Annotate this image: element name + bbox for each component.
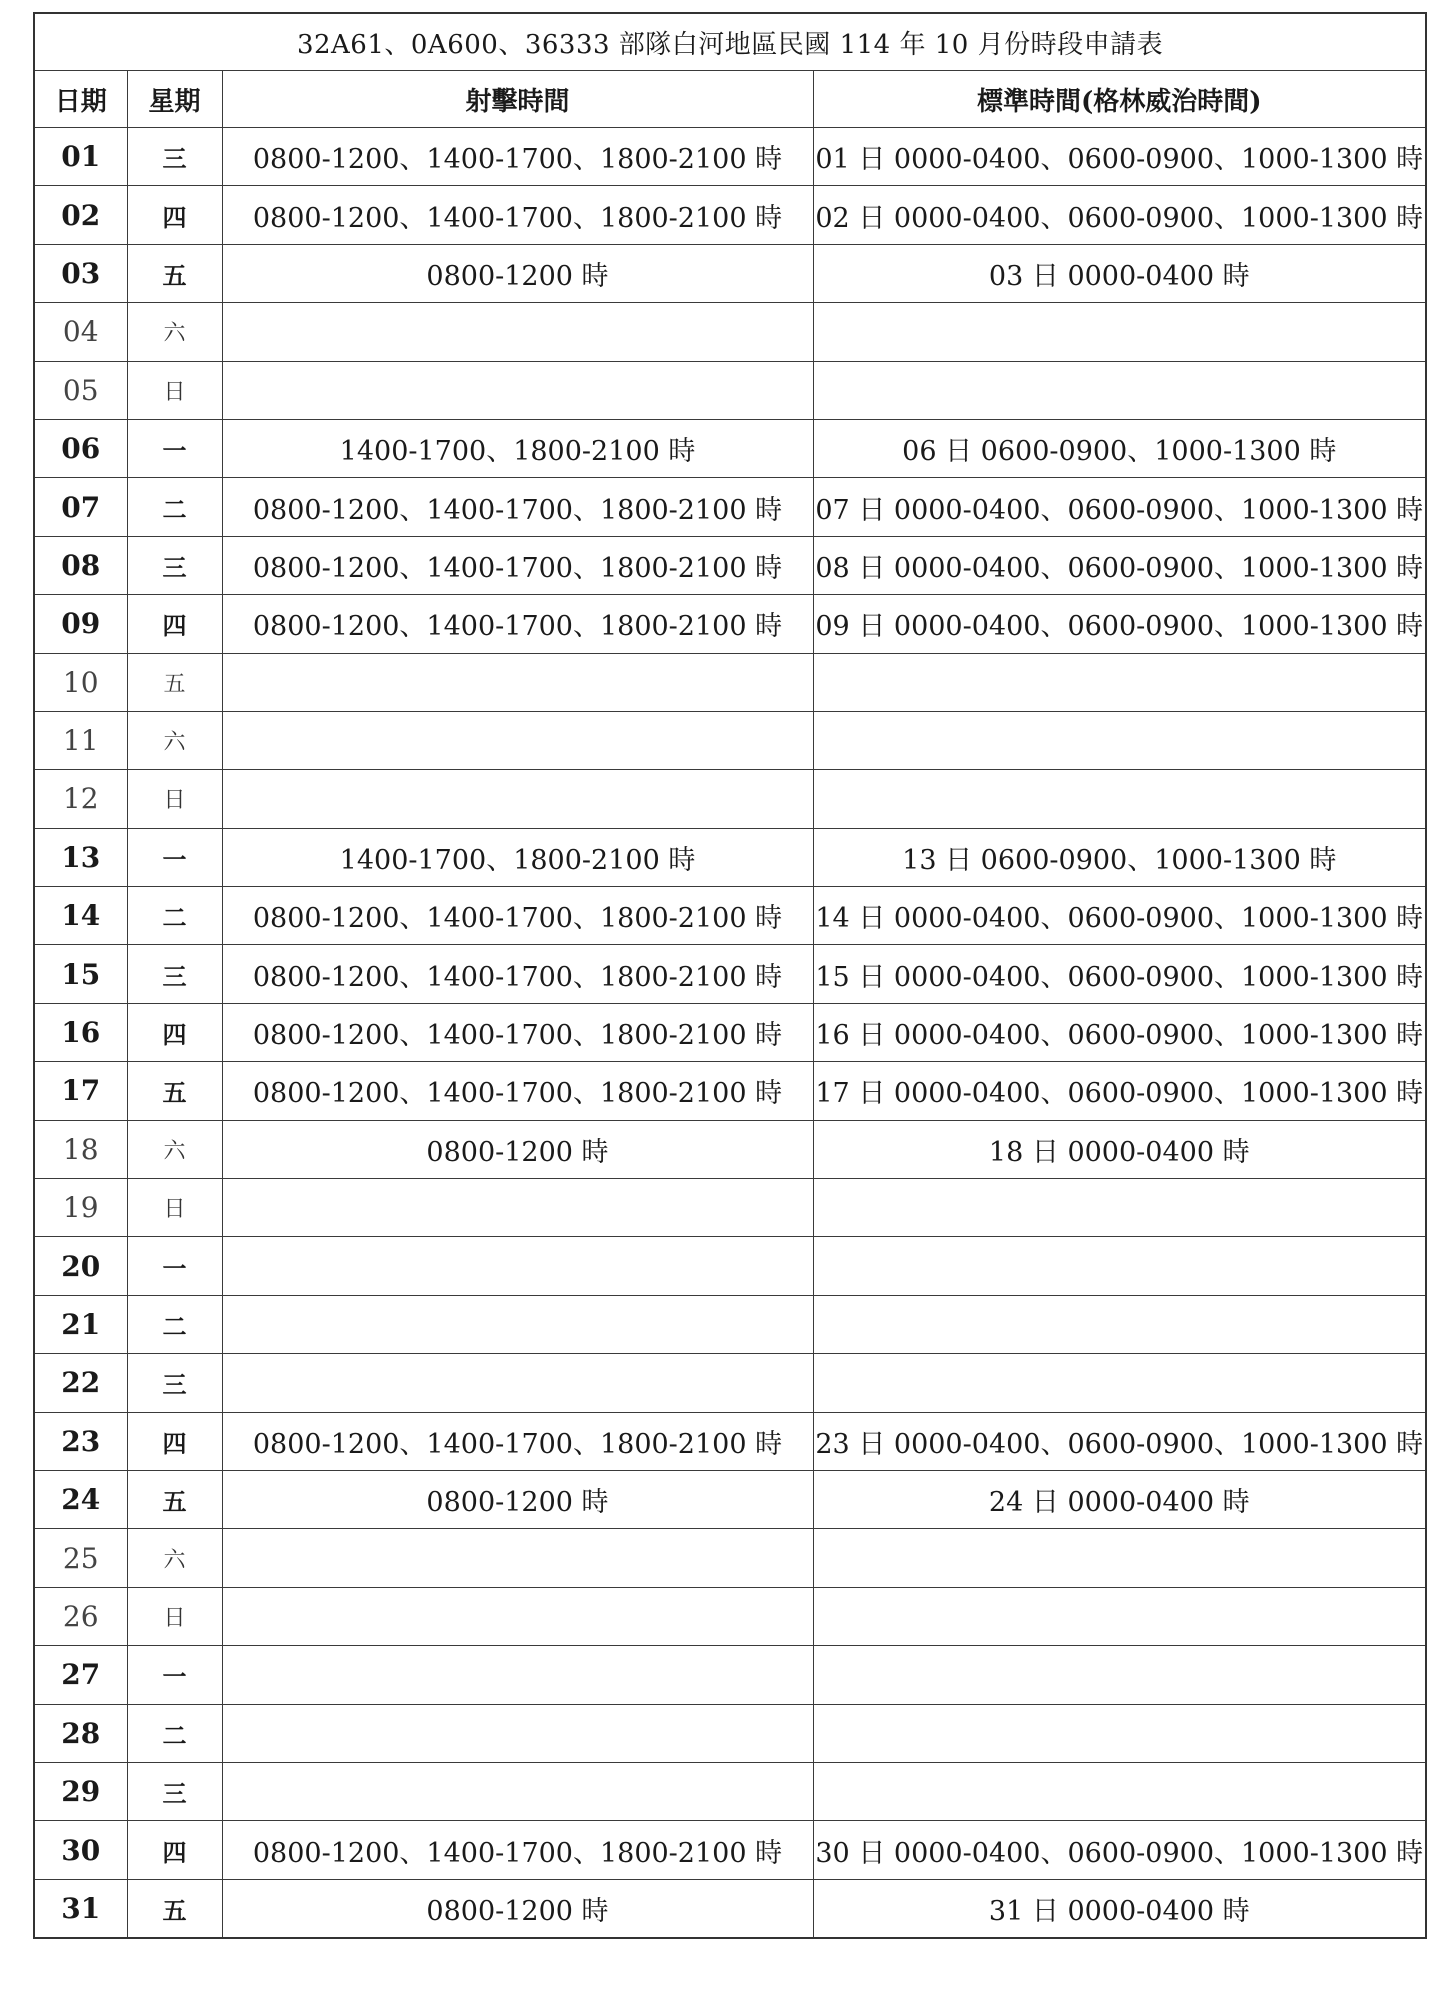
standard-time-cell [813, 1179, 1426, 1237]
header-shooting-time: 射擊時間 [222, 71, 813, 128]
shooting-time-cell [222, 770, 813, 828]
standard-time-cell: 17 日 0000-0400、0600-0900、1000-1300 時 [813, 1062, 1426, 1120]
header-date: 日期 [34, 71, 127, 128]
date-cell: 20 [34, 1237, 127, 1295]
shooting-time-cell [222, 361, 813, 419]
weekday-cell: 六 [127, 711, 222, 769]
weekday-cell: 二 [127, 478, 222, 536]
standard-time-cell [813, 1646, 1426, 1704]
shooting-time-cell: 0800-1200、1400-1700、1800-2100 時 [222, 1003, 813, 1061]
table-row [34, 361, 1426, 419]
shooting-time-cell: 0800-1200 時 [222, 1879, 813, 1938]
standard-time-cell: 06 日 0600-0900、1000-1300 時 [813, 419, 1426, 477]
standard-time-cell: 13 日 0600-0900、1000-1300 時 [813, 828, 1426, 886]
date-cell: 15 [34, 945, 127, 1003]
date-cell: 03 [34, 244, 127, 302]
table-row [34, 1529, 1426, 1587]
shooting-time-cell: 0800-1200、1400-1700、1800-2100 時 [222, 128, 813, 186]
shooting-time-cell: 0800-1200、1400-1700、1800-2100 時 [222, 887, 813, 945]
weekday-cell: 六 [127, 1120, 222, 1178]
header-row [34, 71, 1426, 128]
shooting-time-cell [222, 1646, 813, 1704]
standard-time-cell [813, 303, 1426, 361]
shooting-time-cell: 0800-1200 時 [222, 1470, 813, 1528]
table-row [34, 303, 1426, 361]
table-row [34, 186, 1426, 244]
header-standard-time: 標準時間(格林威治時間) [813, 71, 1426, 128]
date-cell: 22 [34, 1354, 127, 1412]
table-row [34, 1762, 1426, 1820]
shooting-time-cell: 0800-1200、1400-1700、1800-2100 時 [222, 1821, 813, 1879]
shooting-time-cell: 0800-1200、1400-1700、1800-2100 時 [222, 595, 813, 653]
weekday-cell: 二 [127, 1704, 222, 1762]
table-row [34, 1704, 1426, 1762]
table-row [34, 1412, 1426, 1470]
date-cell: 23 [34, 1412, 127, 1470]
schedule-sheet [33, 12, 1425, 1939]
date-cell: 07 [34, 478, 127, 536]
schedule-body [34, 128, 1426, 1939]
date-cell: 16 [34, 1003, 127, 1061]
weekday-cell: 二 [127, 887, 222, 945]
table-row [34, 711, 1426, 769]
standard-time-cell: 02 日 0000-0400、0600-0900、1000-1300 時 [813, 186, 1426, 244]
standard-time-cell: 30 日 0000-0400、0600-0900、1000-1300 時 [813, 1821, 1426, 1879]
table-row [34, 536, 1426, 594]
standard-time-cell [813, 361, 1426, 419]
table-row [34, 1003, 1426, 1061]
weekday-cell: 日 [127, 361, 222, 419]
standard-time-cell: 09 日 0000-0400、0600-0900、1000-1300 時 [813, 595, 1426, 653]
standard-time-cell: 24 日 0000-0400 時 [813, 1470, 1426, 1528]
table-row [34, 828, 1426, 886]
weekday-cell: 日 [127, 1179, 222, 1237]
weekday-cell: 三 [127, 1354, 222, 1412]
table-row [34, 1587, 1426, 1645]
date-cell: 31 [34, 1879, 127, 1938]
standard-time-cell [813, 1762, 1426, 1820]
standard-time-cell: 23 日 0000-0400、0600-0900、1000-1300 時 [813, 1412, 1426, 1470]
shooting-time-cell: 0800-1200、1400-1700、1800-2100 時 [222, 478, 813, 536]
standard-time-cell [813, 1704, 1426, 1762]
table-row [34, 770, 1426, 828]
weekday-cell: 四 [127, 595, 222, 653]
weekday-cell: 一 [127, 1237, 222, 1295]
shooting-time-cell [222, 653, 813, 711]
weekday-cell: 四 [127, 1412, 222, 1470]
shooting-time-cell [222, 1704, 813, 1762]
table-row [34, 1295, 1426, 1353]
weekday-cell: 一 [127, 1646, 222, 1704]
table-row [34, 128, 1426, 186]
standard-time-cell [813, 1587, 1426, 1645]
date-cell: 29 [34, 1762, 127, 1820]
weekday-cell: 三 [127, 536, 222, 594]
form-title: 32A61、0A600、36333 部隊白河地區民國 114 年 10 月份時段申請表 [34, 13, 1426, 71]
weekday-cell: 三 [127, 128, 222, 186]
date-cell: 25 [34, 1529, 127, 1587]
table-row [34, 1354, 1426, 1412]
table-row [34, 1879, 1426, 1938]
weekday-cell: 三 [127, 1762, 222, 1820]
shooting-time-cell [222, 303, 813, 361]
shooting-time-cell: 0800-1200 時 [222, 244, 813, 302]
standard-time-cell [813, 711, 1426, 769]
date-cell: 30 [34, 1821, 127, 1879]
table-row [34, 1646, 1426, 1704]
date-cell: 18 [34, 1120, 127, 1178]
weekday-cell: 一 [127, 419, 222, 477]
standard-time-cell [813, 770, 1426, 828]
table-row [34, 1237, 1426, 1295]
standard-time-cell [813, 653, 1426, 711]
table-row [34, 1470, 1426, 1528]
table-row [34, 1821, 1426, 1879]
shooting-time-cell: 0800-1200、1400-1700、1800-2100 時 [222, 1412, 813, 1470]
standard-time-cell: 18 日 0000-0400 時 [813, 1120, 1426, 1178]
shooting-time-cell: 0800-1200 時 [222, 1120, 813, 1178]
date-cell: 21 [34, 1295, 127, 1353]
header-weekday: 星期 [127, 71, 222, 128]
standard-time-cell: 03 日 0000-0400 時 [813, 244, 1426, 302]
weekday-cell: 四 [127, 1003, 222, 1061]
weekday-cell: 五 [127, 1470, 222, 1528]
standard-time-cell [813, 1354, 1426, 1412]
weekday-cell: 四 [127, 1821, 222, 1879]
standard-time-cell [813, 1295, 1426, 1353]
weekday-cell: 六 [127, 303, 222, 361]
weekday-cell: 五 [127, 1062, 222, 1120]
table-row [34, 1179, 1426, 1237]
date-cell: 17 [34, 1062, 127, 1120]
date-cell: 05 [34, 361, 127, 419]
weekday-cell: 日 [127, 770, 222, 828]
date-cell: 12 [34, 770, 127, 828]
weekday-cell: 一 [127, 828, 222, 886]
table-row [34, 1120, 1426, 1178]
date-cell: 26 [34, 1587, 127, 1645]
date-cell: 24 [34, 1470, 127, 1528]
shooting-time-cell: 0800-1200、1400-1700、1800-2100 時 [222, 1062, 813, 1120]
date-cell: 08 [34, 536, 127, 594]
standard-time-cell: 31 日 0000-0400 時 [813, 1879, 1426, 1938]
weekday-cell: 五 [127, 1879, 222, 1938]
date-cell: 01 [34, 128, 127, 186]
date-cell: 02 [34, 186, 127, 244]
standard-time-cell: 07 日 0000-0400、0600-0900、1000-1300 時 [813, 478, 1426, 536]
standard-time-cell: 14 日 0000-0400、0600-0900、1000-1300 時 [813, 887, 1426, 945]
standard-time-cell: 08 日 0000-0400、0600-0900、1000-1300 時 [813, 536, 1426, 594]
shooting-time-cell: 1400-1700、1800-2100 時 [222, 828, 813, 886]
weekday-cell: 三 [127, 945, 222, 1003]
table-row [34, 945, 1426, 1003]
shooting-time-cell [222, 1529, 813, 1587]
date-cell: 27 [34, 1646, 127, 1704]
weekday-cell: 五 [127, 653, 222, 711]
standard-time-cell [813, 1237, 1426, 1295]
table-row [34, 887, 1426, 945]
standard-time-cell [813, 1529, 1426, 1587]
shooting-time-cell [222, 711, 813, 769]
shooting-time-cell: 1400-1700、1800-2100 時 [222, 419, 813, 477]
date-cell: 28 [34, 1704, 127, 1762]
table-row [34, 1062, 1426, 1120]
weekday-cell: 五 [127, 244, 222, 302]
table-row [34, 419, 1426, 477]
shooting-time-cell [222, 1295, 813, 1353]
shooting-time-cell [222, 1587, 813, 1645]
shooting-time-cell [222, 1237, 813, 1295]
weekday-cell: 二 [127, 1295, 222, 1353]
shooting-time-cell: 0800-1200、1400-1700、1800-2100 時 [222, 186, 813, 244]
weekday-cell: 日 [127, 1587, 222, 1645]
shooting-time-cell: 0800-1200、1400-1700、1800-2100 時 [222, 945, 813, 1003]
date-cell: 06 [34, 419, 127, 477]
date-cell: 10 [34, 653, 127, 711]
date-cell: 13 [34, 828, 127, 886]
table-row [34, 478, 1426, 536]
standard-time-cell: 01 日 0000-0400、0600-0900、1000-1300 時 [813, 128, 1426, 186]
table-row [34, 244, 1426, 302]
standard-time-cell: 16 日 0000-0400、0600-0900、1000-1300 時 [813, 1003, 1426, 1061]
title-row [34, 13, 1426, 71]
date-cell: 19 [34, 1179, 127, 1237]
shooting-time-cell: 0800-1200、1400-1700、1800-2100 時 [222, 536, 813, 594]
shooting-time-cell [222, 1762, 813, 1820]
date-cell: 14 [34, 887, 127, 945]
date-cell: 04 [34, 303, 127, 361]
date-cell: 09 [34, 595, 127, 653]
date-cell: 11 [34, 711, 127, 769]
weekday-cell: 四 [127, 186, 222, 244]
shooting-time-cell [222, 1354, 813, 1412]
standard-time-cell: 15 日 0000-0400、0600-0900、1000-1300 時 [813, 945, 1426, 1003]
schedule-table [33, 12, 1427, 1939]
table-row [34, 595, 1426, 653]
shooting-time-cell [222, 1179, 813, 1237]
weekday-cell: 六 [127, 1529, 222, 1587]
table-row [34, 653, 1426, 711]
